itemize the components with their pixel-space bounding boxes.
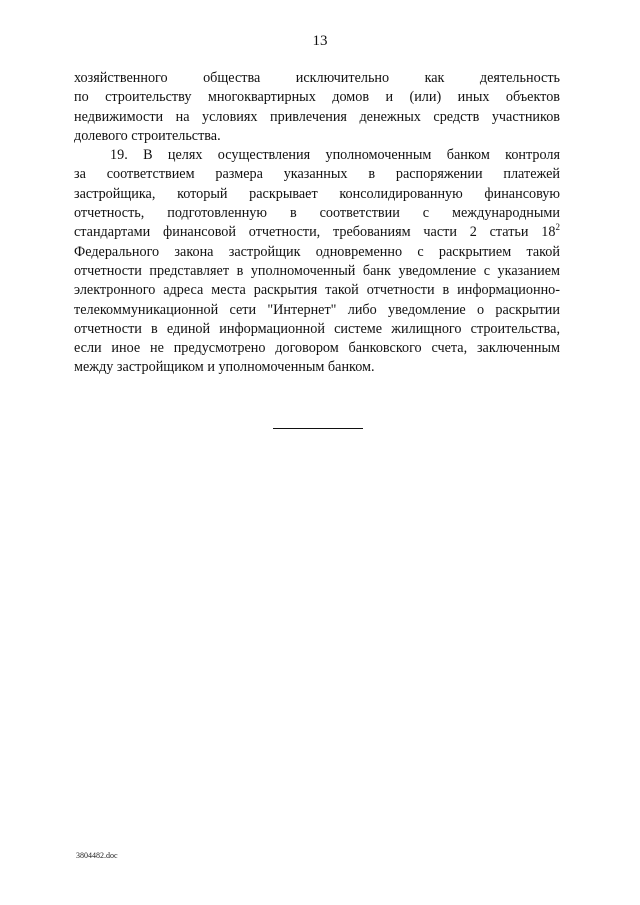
footer-doc-code: 3804482.doc (76, 851, 118, 860)
body-text (74, 69, 560, 378)
paragraph-19-line: 19. В целях осуществления уполномоченным банком контроля (110, 147, 560, 164)
paragraph-19-line: отчетности в единой информационной системе жилищного строительства, (74, 320, 560, 337)
paragraph-19-line: телекоммуникационной сети "Интернет" либо уведомление о раскрытии (74, 301, 560, 318)
paragraph-19-line-with-article-ref (74, 223, 560, 242)
paragraph-19-line: отчетность, подготовленную в соответствии с международными (74, 205, 560, 222)
paragraph-19-line: между застройщиком и уполномоченным банком. (74, 359, 375, 376)
page-number: 13 (312, 33, 328, 49)
paragraph-18-line: недвижимости на условиях привлечения денежных средств участников (74, 108, 560, 125)
paragraph-19-line: если иное не предусмотрено договором банковского счета, заключенным (74, 340, 560, 357)
paragraph-18-line: по строительству многоквартирных домов и (или) иных объектов (74, 89, 560, 106)
paragraph-19-line: застройщика, который раскрывает консолидированную финансовую (74, 185, 560, 202)
paragraph-19-line: Федерального закона застройщик одновременно с раскрытием такой (74, 243, 560, 260)
paragraph-18-line: хозяйственного общества исключительно как деятельность (74, 70, 560, 86)
article-superscript: 2 (555, 222, 560, 233)
paragraph-19-line: за соответствием размера указанных в распоряжении платежей (74, 166, 560, 183)
end-divider (273, 428, 363, 429)
paragraph-19-line: электронного адреса места раскрытия такой отчетности в информационно- (74, 282, 560, 299)
paragraph-18-line: долевого строительства. (74, 127, 221, 144)
paragraph-19-line: отчетности представляет в уполномоченный банк уведомление с указанием (74, 262, 560, 279)
paragraph-19-line-text: стандартами финансовой отчетности, требованиям части 2 статьи 18 (74, 224, 556, 241)
